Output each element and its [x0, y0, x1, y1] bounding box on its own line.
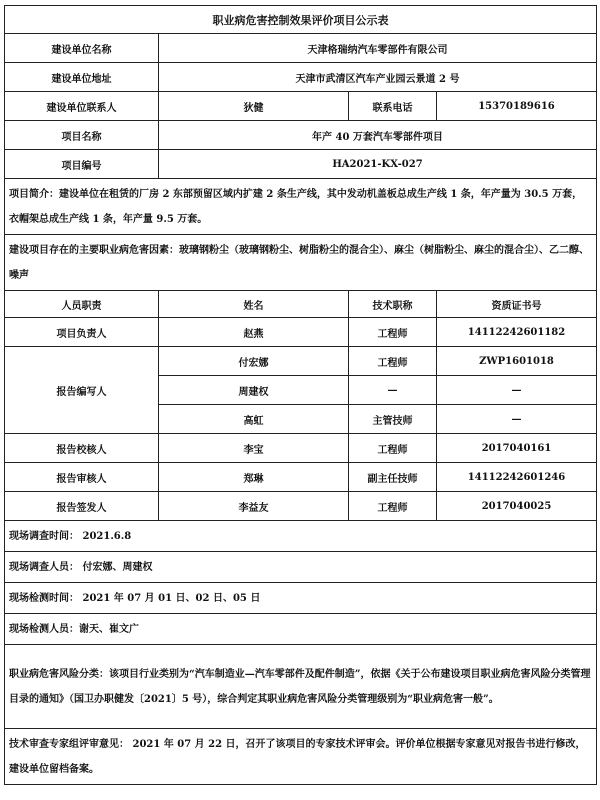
detect-staff: 现场检测人员：谢天、崔文广 — [5, 614, 597, 645]
risk-classification: 职业病危害风险分类：该项目行业类别为“汽车制造业—汽车零部件及配件制造”，依据《关于公布建设项目职业病危害风险分类管理目录的通知》（国卫办职健发〔2021〕5 号），综合判定其职业病危害风险分类管理级别为“职业病危害一般”。 — [5, 645, 597, 729]
unit-name-label: 建设单位名称 — [5, 34, 159, 63]
writer-2-name: 周建权 — [159, 376, 349, 405]
reviewer-title: 副主任技师 — [349, 463, 437, 492]
table-title: 职业病危害控制效果评价项目公示表 — [5, 6, 597, 34]
checker-name: 李宝 — [159, 434, 349, 463]
project-name: 年产 40 万套汽车零部件项目 — [159, 121, 597, 150]
lead-cert: 14112242601182 — [437, 318, 597, 347]
issuer-cert: 2017040025 — [437, 492, 597, 521]
phone-number: 15370189616 — [437, 92, 597, 121]
phone-label: 联系电话 — [349, 92, 437, 121]
role-writer: 报告编写人 — [5, 347, 159, 434]
contact-label: 建设单位联系人 — [5, 92, 159, 121]
project-no: HA2021-KX-027 — [159, 150, 597, 179]
expert-opinion: 技术审查专家组评审意见： 2021 年 07 月 22 日，召开了该项目的专家技术评审会。评价单位根据专家意见对报告书进行修改，建设单位留档备案。 — [5, 729, 597, 785]
header-title: 技术职称 — [349, 291, 437, 318]
survey-staff: 现场调查人员： 付宏娜、周建权 — [5, 552, 597, 583]
lead-title: 工程师 — [349, 318, 437, 347]
checker-cert: 2017040161 — [437, 434, 597, 463]
unit-address: 天津市武清区汽车产业园云景道 2 号 — [159, 63, 597, 92]
project-name-label: 项目名称 — [5, 121, 159, 150]
issuer-title: 工程师 — [349, 492, 437, 521]
survey-time: 现场调查时间： 2021.6.8 — [5, 521, 597, 552]
writer-3-name: 高虹 — [159, 405, 349, 434]
detect-time: 现场检测时间： 2021 年 07 月 01 日、02 日、05 日 — [5, 583, 597, 614]
writer-3-cert: — — [437, 405, 597, 434]
disclosure-table — [4, 5, 597, 785]
lead-name: 赵燕 — [159, 318, 349, 347]
header-name: 姓名 — [159, 291, 349, 318]
project-no-label: 项目编号 — [5, 150, 159, 179]
role-checker: 报告校核人 — [5, 434, 159, 463]
writer-1-title: 工程师 — [349, 347, 437, 376]
role-reviewer: 报告审核人 — [5, 463, 159, 492]
writer-1-cert: ZWP1601018 — [437, 347, 597, 376]
disclosure-form — [4, 5, 596, 785]
checker-title: 工程师 — [349, 434, 437, 463]
role-lead: 项目负责人 — [5, 318, 159, 347]
reviewer-cert: 14112242601246 — [437, 463, 597, 492]
writer-3-title: 主管技师 — [349, 405, 437, 434]
writer-2-cert: — — [437, 376, 597, 405]
role-issuer: 报告签发人 — [5, 492, 159, 521]
writer-2-title: — — [349, 376, 437, 405]
issuer-name: 李益友 — [159, 492, 349, 521]
unit-address-label: 建设单位地址 — [5, 63, 159, 92]
contact-name: 狄健 — [159, 92, 349, 121]
header-cert: 资质证书号 — [437, 291, 597, 318]
reviewer-name: 郑琳 — [159, 463, 349, 492]
unit-name: 天津格瑞纳汽车零部件有限公司 — [159, 34, 597, 63]
writer-1-name: 付宏娜 — [159, 347, 349, 376]
project-intro: 项目简介：建设单位在租赁的厂房 2 东部预留区域内扩建 2 条生产线，其中发动机盖板总成生产线 1 条，年产量为 30.5 万套，衣帽架总成生产线 1 条，年产量 9.5 万套。 — [5, 179, 597, 235]
header-role: 人员职责 — [5, 291, 159, 318]
hazard-factors: 建设项目存在的主要职业病危害因素：玻璃钢粉尘（玻璃钢粉尘、树脂粉尘的混合尘）、麻尘（树脂粉尘、麻尘的混合尘）、乙二醇、噪声 — [5, 235, 597, 291]
